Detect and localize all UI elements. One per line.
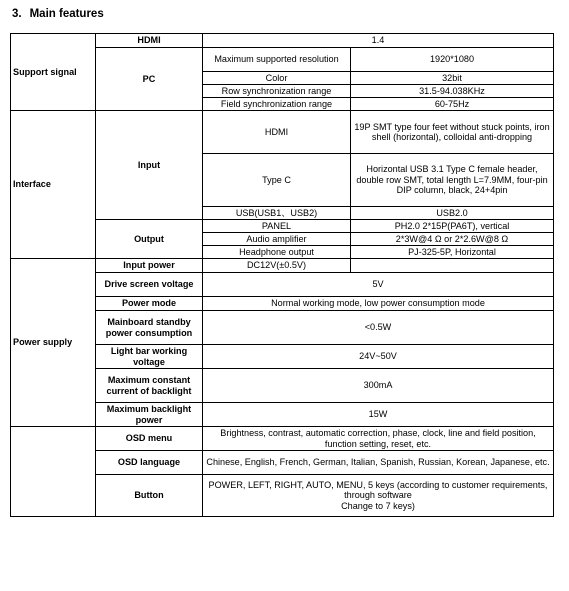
item-cell: Type C	[203, 154, 351, 207]
value-cell: 31.5-94.038KHz	[351, 85, 554, 98]
value-cell: 2*3W@4 Ω or 2*2.6W@8 Ω	[351, 233, 554, 246]
value-cell: Horizontal USB 3.1 Type C female header, double row SMT, total length L=7.9MM, four-pin DIP column, black, 24+4pin	[351, 154, 554, 207]
value-cell: PH2.0 2*15P(PA6T), vertical	[351, 220, 554, 233]
value-cell: Normal working mode, low power consumption mode	[203, 297, 554, 311]
table-row	[11, 34, 554, 48]
value-cell: DC12V(±0.5V)	[203, 259, 351, 273]
category-support-signal: Support signal	[11, 34, 96, 111]
value-cell: 1920*1080	[351, 48, 554, 72]
value-cell: Chinese, English, French, German, Italian, Spanish, Russian, Korean, Japanese, etc.	[203, 451, 554, 475]
value-cell: 19P SMT type four feet without stuck points, iron shell (horizontal), colloidal anti-dropping	[351, 111, 554, 154]
item-cell: Audio amplifier	[203, 233, 351, 246]
subcategory-hdmi: HDMI	[96, 34, 203, 48]
value-cell: 300mA	[203, 369, 554, 403]
value-cell: Brightness, contrast, automatic correction, phase, clock, line and field position, function setting, reset, etc.	[203, 427, 554, 451]
value-cell: <0.5W	[203, 311, 554, 345]
item-cell: Row synchronization range	[203, 85, 351, 98]
item-cell: Maximum supported resolution	[203, 48, 351, 72]
table-row	[11, 259, 554, 273]
value-cell: 15W	[203, 403, 554, 427]
subcategory-cell: Drive screen voltage	[96, 273, 203, 297]
value-cell: 24V~50V	[203, 345, 554, 369]
value-cell: 5V	[203, 273, 554, 297]
item-cell: Headphone output	[203, 246, 351, 259]
subcategory-cell: Mainboard standby power consumption	[96, 311, 203, 345]
value-cell: 32bit	[351, 72, 554, 85]
empty-cell	[351, 259, 554, 273]
features-table	[10, 33, 554, 517]
subcategory-cell: OSD language	[96, 451, 203, 475]
subcategory-cell: Maximum backlight power	[96, 403, 203, 427]
section-heading	[12, 8, 104, 20]
value-line: Change to 7 keys)	[341, 500, 415, 511]
category-interface: Interface	[11, 111, 96, 259]
subcategory-pc: PC	[96, 48, 203, 111]
section-number: 3.	[12, 8, 22, 20]
subcategory-cell: Maximum constant current of backlight	[96, 369, 203, 403]
value-cell: PJ-325-5P, Horizontal	[351, 246, 554, 259]
item-cell: PANEL	[203, 220, 351, 233]
value-cell: USB2.0	[351, 207, 554, 220]
item-cell: USB(USB1、USB2)	[203, 207, 351, 220]
value-line: POWER, LEFT, RIGHT, AUTO, MENU, 5 keys (according to customer requirements, through software	[208, 479, 548, 501]
value-cell: 60-75Hz	[351, 98, 554, 111]
section-title: Main features	[29, 8, 104, 20]
category-power-supply: Power supply	[11, 259, 96, 427]
item-cell: Color	[203, 72, 351, 85]
item-cell: Field synchronization range	[203, 98, 351, 111]
subcategory-input: Input	[96, 111, 203, 220]
value-cell: 1.4	[203, 34, 554, 48]
item-cell: HDMI	[203, 111, 351, 154]
subcategory-cell: Power mode	[96, 297, 203, 311]
table-row	[11, 427, 554, 451]
category-empty-cell	[11, 427, 96, 517]
table-row	[11, 111, 554, 154]
value-cell	[203, 475, 554, 517]
subcategory-cell: Light bar working voltage	[96, 345, 203, 369]
subcategory-cell: Button	[96, 475, 203, 517]
subcategory-cell: Input power	[96, 259, 203, 273]
subcategory-cell: OSD menu	[96, 427, 203, 451]
subcategory-output: Output	[96, 220, 203, 259]
